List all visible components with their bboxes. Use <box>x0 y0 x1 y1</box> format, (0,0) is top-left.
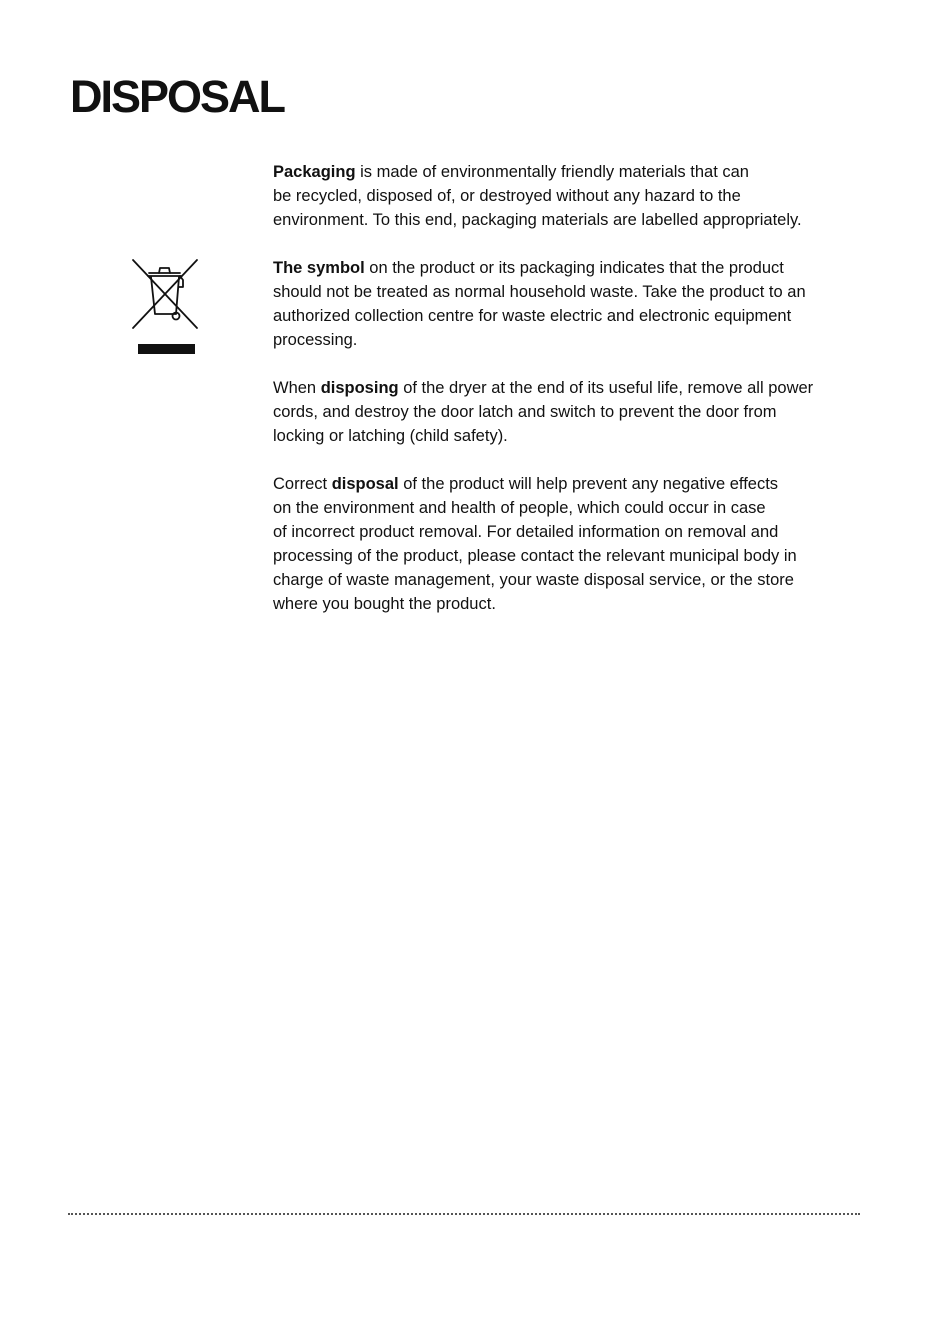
disposal-text <box>273 160 873 640</box>
disposing-paragraph: When disposing of the dryer at the end of its useful life, remove all power cords, and destroy the door latch and switch to prevent the door from locking or latching (child safety). <box>273 379 814 445</box>
bold-term: disposing <box>320 379 399 397</box>
correct-disposal-paragraph: Correct disposal of the product will help prevent any negative effects on the environment and health of people, which could occur in case of incorrect product removal. For detailed information on removal and processing of the product, please contact the relevant municipal body in charge of waste management, your waste disposal service, or the store where you bought the product. <box>273 475 797 613</box>
bold-term: disposal <box>331 475 399 493</box>
footer-dotted-divider <box>68 1213 860 1215</box>
symbol-paragraph: The symbol on the product or its packaging indicates that the product should not be treated as normal household waste. Take the product to an authorized collection centre for waste electric and electronic equipment processing. <box>273 259 806 349</box>
packaging-paragraph: Packaging is made of environmentally friendly materials that can be recycled, disposed of, or destroyed without any hazard to the environment. To this end, packaging materials are labelled appropriately. <box>273 163 802 229</box>
bold-term: Packaging <box>273 163 356 181</box>
crossed-out-wheelie-bin-icon <box>130 256 200 356</box>
bold-term: The symbol <box>273 259 365 277</box>
page-title: DISPOSAL <box>70 71 285 122</box>
